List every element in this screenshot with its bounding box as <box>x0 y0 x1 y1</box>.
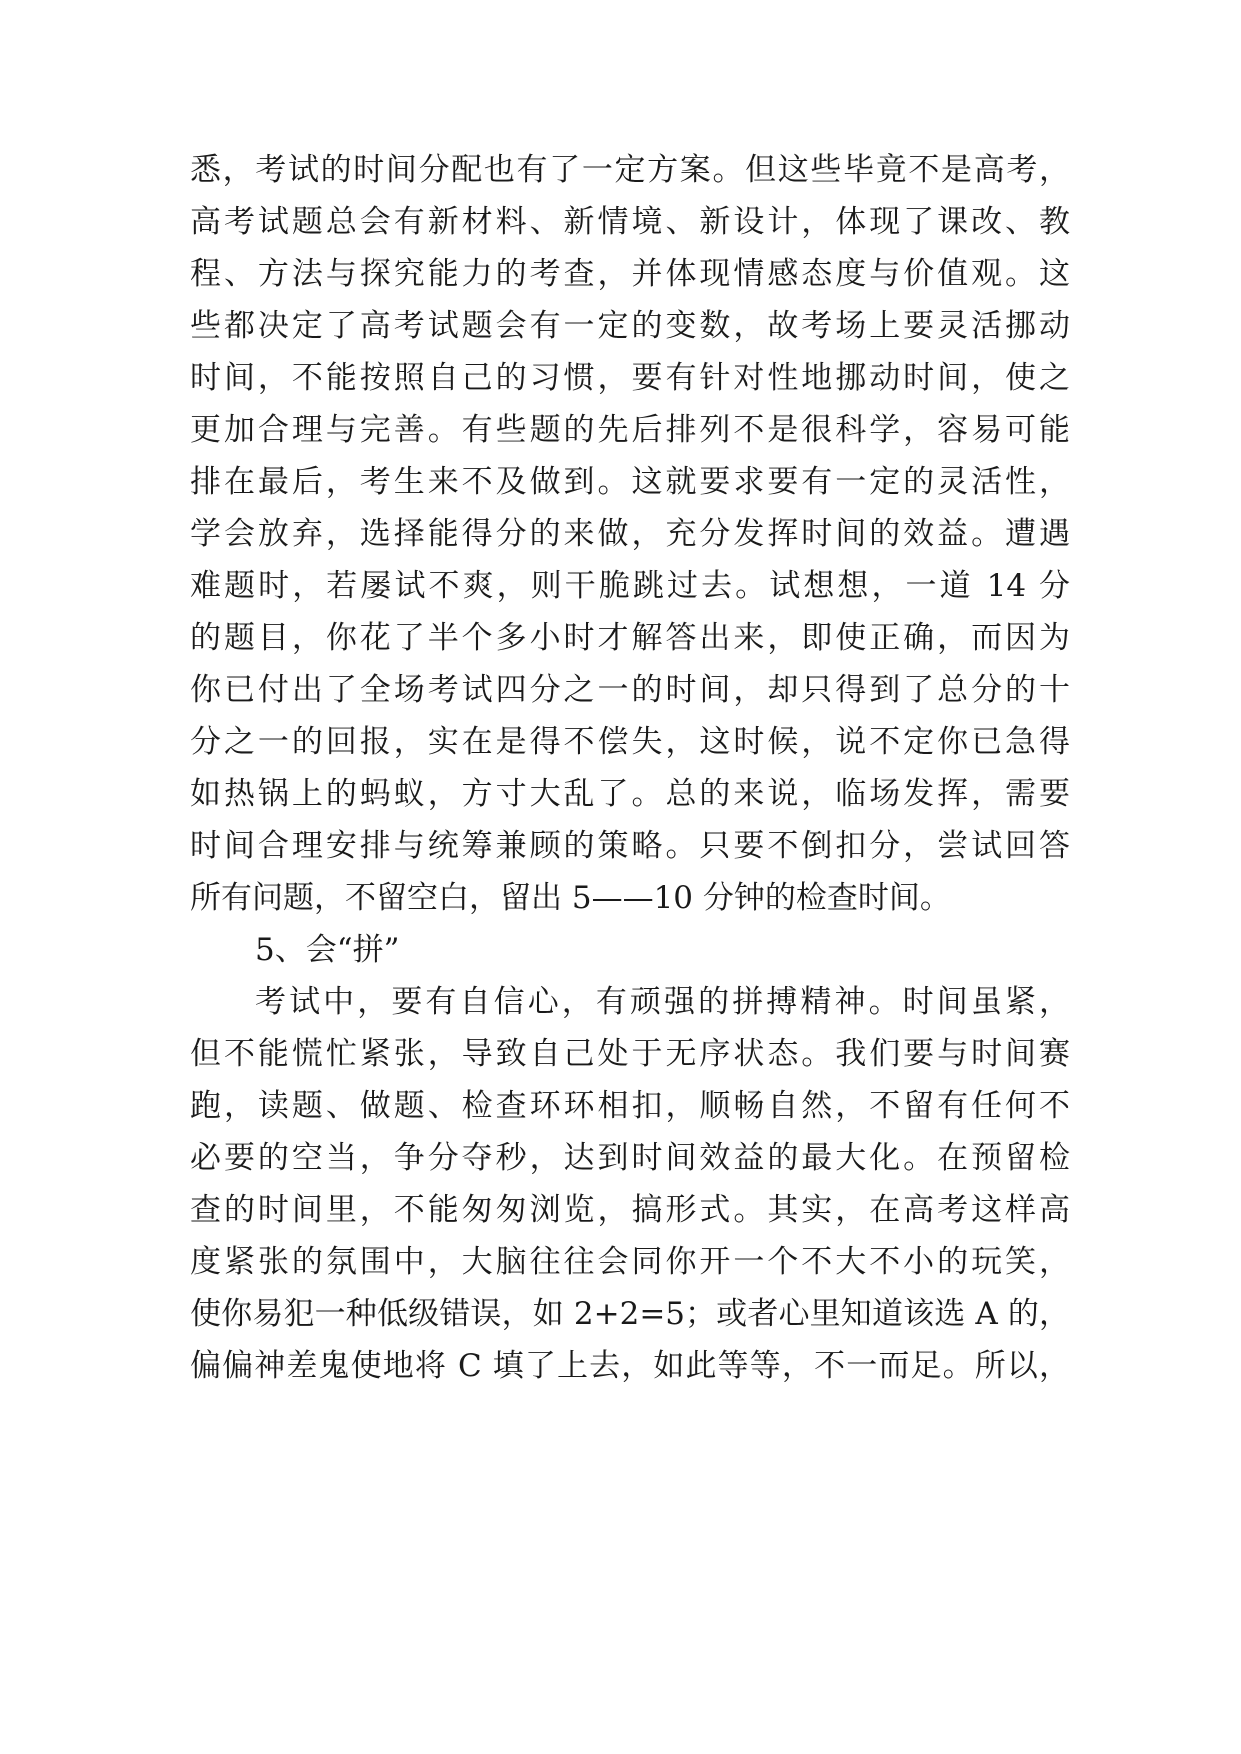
paragraph-1-line: 所有问题，不留空白，留出 5——10 分钟的检查时间。 <box>190 880 951 916</box>
paragraph-1-line: 难题时，若屡试不爽，则干脆跳过去。试想想，一道 14 分 <box>190 568 1070 604</box>
paragraph-1-line: 的题目，你花了半个多小时才解答出来，即使正确，而因为 <box>190 620 1070 656</box>
paragraph-2-line: 使你易犯一种低级错误，如 2+2=5；或者心里知道该选 A 的， <box>190 1296 1070 1332</box>
paragraph-1-line: 程、方法与探究能力的考查，并体现情感态度与价值观。这 <box>190 256 1070 292</box>
paragraph-2-line: 必要的空当，争分夺秒，达到时间效益的最大化。在预留检 <box>190 1140 1070 1176</box>
paragraph-2-line: 但不能慌忙紧张，导致自己处于无序状态。我们要与时间赛 <box>190 1036 1070 1072</box>
paragraph-1-line: 学会放弃，选择能得分的来做，充分发挥时间的效益。遭遇 <box>190 516 1070 552</box>
paragraph-1-line: 时间，不能按照自己的习惯，要有针对性地挪动时间，使之 <box>190 360 1070 396</box>
paragraph-2-line: 跑，读题、做题、检查环环相扣，顺畅自然，不留有任何不 <box>190 1088 1070 1124</box>
paragraph-2-line: 偏偏神差鬼使地将 C 填了上去，如此等等，不一而足。所以， <box>190 1348 1070 1384</box>
paragraph-1-line: 些都决定了高考试题会有一定的变数，故考场上要灵活挪动 <box>190 308 1070 344</box>
paragraph-1-line: 悉，考试的时间分配也有了一定方案。但这些毕竟不是高考， <box>190 152 1070 188</box>
paragraph-1-line: 高考试题总会有新材料、新情境、新设计，体现了课改、教 <box>190 204 1070 240</box>
paragraph-1-line: 如热锅上的蚂蚁，方寸大乱了。总的来说，临场发挥，需要 <box>190 776 1070 812</box>
paragraph-2-line: 查的时间里，不能匆匆浏览，搞形式。其实，在高考这样高 <box>190 1192 1070 1228</box>
section-heading: 5、会“拼” <box>255 932 400 968</box>
paragraph-1-line: 排在最后，考生来不及做到。这就要求要有一定的灵活性， <box>190 464 1070 500</box>
paragraph-2-line: 度紧张的氛围中，大脑往往会同你开一个不大不小的玩笑， <box>190 1244 1070 1280</box>
paragraph-1-line: 分之一的回报，实在是得不偿失，这时候，说不定你已急得 <box>190 724 1070 760</box>
paragraph-1-line: 你已付出了全场考试四分之一的时间，却只得到了总分的十 <box>190 672 1070 708</box>
paragraph-2-line: 考试中，要有自信心，有顽强的拼搏精神。时间虽紧， <box>255 984 1070 1020</box>
paragraph-1-line: 更加合理与完善。有些题的先后排列不是很科学，容易可能 <box>190 412 1070 448</box>
paragraph-1-line: 时间合理安排与统筹兼顾的策略。只要不倒扣分，尝试回答 <box>190 828 1070 864</box>
